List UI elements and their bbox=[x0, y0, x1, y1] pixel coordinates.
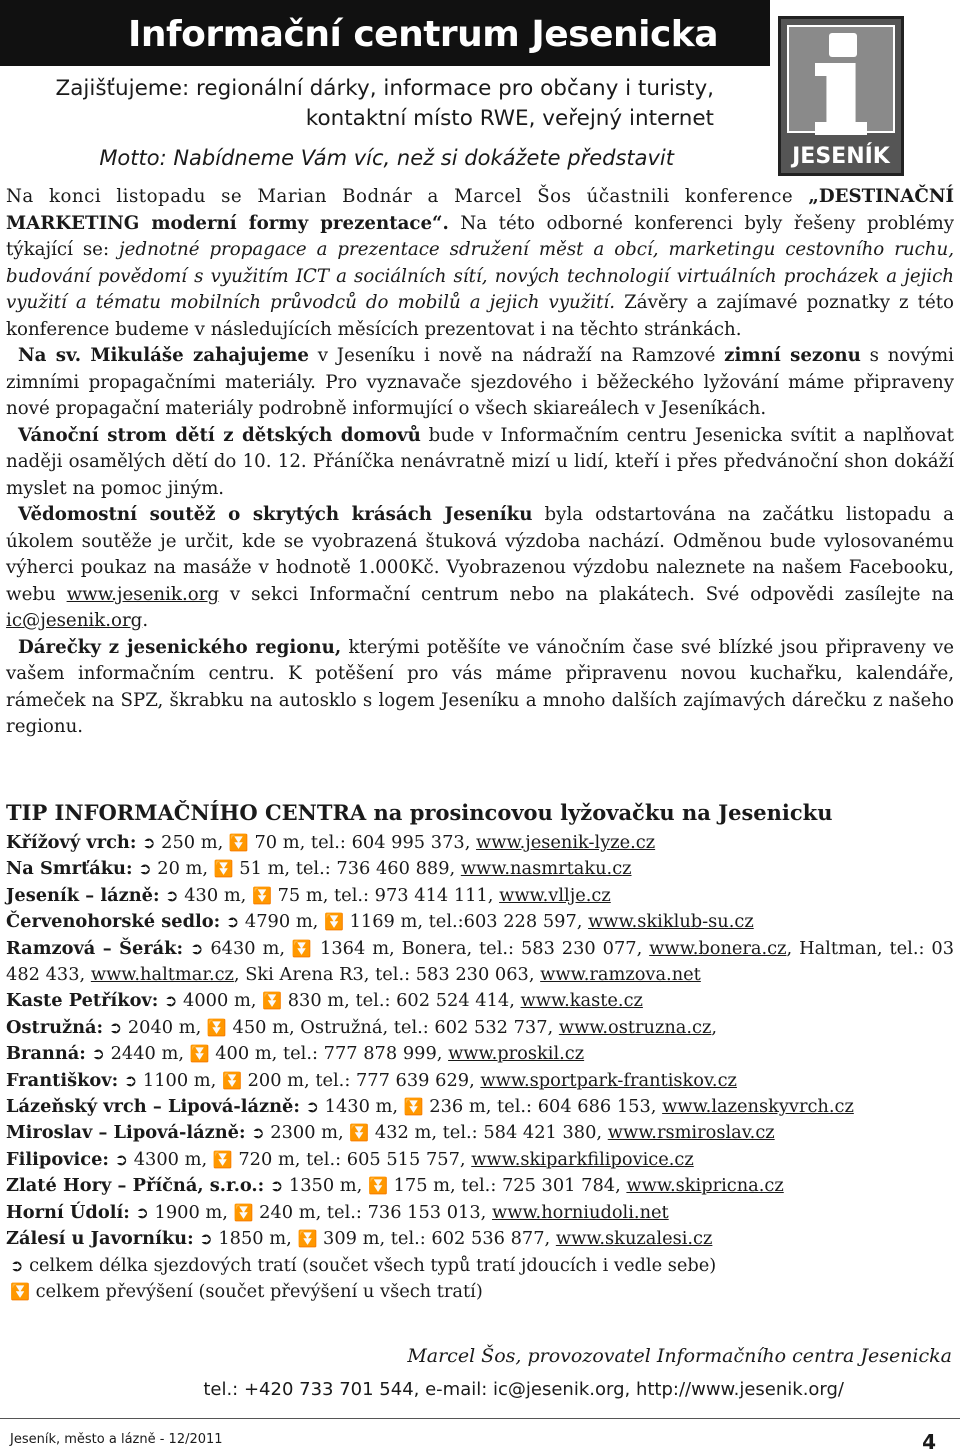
length-icon: ➲ bbox=[142, 833, 156, 852]
link-jesenik-web[interactable]: www.jesenik.org bbox=[66, 583, 220, 605]
logo-text: JESENÍK bbox=[792, 144, 890, 169]
elevation-icon: ⏬ bbox=[212, 1149, 233, 1169]
elevation-icon: ⏬ bbox=[213, 859, 234, 879]
subtitle-line-2: kontaktní místo RWE, veřejný internet bbox=[305, 106, 714, 131]
resort-item: Filipovice: ➲ 4300 m, ⏬ 720 m, tel.: 605 515 757, www.skiparkfilipovice.cz bbox=[6, 1148, 694, 1170]
length-icon: ➲ bbox=[199, 1229, 213, 1249]
page-number: 4 bbox=[922, 1430, 936, 1454]
resort-item: Červenohorské sedlo: ➲ 4790 m, ⏬ 1169 m, tel.:603 228 597, www.skiklub-su.cz bbox=[6, 911, 754, 933]
resort-link[interactable]: www.haltmar.cz bbox=[90, 964, 234, 986]
length-icon: ➲ bbox=[123, 1070, 138, 1090]
resort-link[interactable]: www.vllje.cz bbox=[499, 884, 611, 906]
resort-list bbox=[6, 830, 954, 1305]
resort-link[interactable]: www.ramzova.net bbox=[540, 964, 701, 986]
resort-link[interactable]: www.jesenik-lyze.cz bbox=[476, 832, 656, 853]
info-i-icon bbox=[787, 25, 895, 133]
resort-item: Miroslav – Lipová-lázně: ➲ 2300 m, ⏬ 432 m, tel.: 584 421 380, www.rsmiroslav.cz bbox=[6, 1122, 775, 1144]
length-icon: ➲ bbox=[305, 1097, 319, 1117]
resort-item: Jeseník – lázně: ➲ 430 m, ⏬ 75 m, tel.: 973 414 111, www.vllje.cz bbox=[6, 884, 611, 906]
length-icon: ➲ bbox=[135, 1202, 149, 1222]
elevation-icon: ⏬ bbox=[233, 1202, 254, 1222]
paragraph-gifts: Dárečky z jesenického regionu, kterými potěšíte ve vánočním čase své blízké jsou připraveny ve vašem informačním centru. K potěšení pro vás máme připravenu novou kuchařku, kalendáře, rámeček na SPZ, škrabku na autosklo s logem Jeseníku a mnoho dalších zajímavých dárečku z našeho regionu. bbox=[6, 636, 955, 737]
resort-link[interactable]: www.ostruzna.cz bbox=[558, 1016, 712, 1038]
resort-link[interactable]: www.skuzalesi.cz bbox=[555, 1228, 713, 1250]
length-icon: ➲ bbox=[10, 1255, 24, 1275]
resort-item: Ostružná: ➲ 2040 m, ⏬ 450 m, Ostružná, tel.: 602 532 737, www.ostruzna.cz, bbox=[6, 1016, 718, 1038]
elevation-icon: ⏬ bbox=[367, 1176, 388, 1196]
paragraph-conference: Na konci listopadu se Marian Bodnár a Marcel Šos účastnili konference „DESTINAČNÍ MARKETING moderní formy prezentace“. Na této odborné konferenci byly řešeny problémy týkající se: jednotné propagace a prezentace sdružení měst a obcí, marketingu cestovního ruchu, budování povědomí s využitím ICT a sociálních sítí, nových technologií virtuálních procházek a jejich využití a tématu mobilních průvodců do mobilů a jejich využití. Závěry a zajímavé poznatky z této konference budeme v následujících měsících prezentovat i na těchto stránkách. bbox=[6, 186, 955, 340]
jesenik-logo bbox=[778, 16, 904, 176]
subtitle-line-1: Zajišťujeme: regionální dárky, informace pro občany i turisty, bbox=[55, 76, 714, 101]
length-icon: ➲ bbox=[225, 912, 240, 932]
length-icon: ➲ bbox=[189, 938, 204, 958]
elevation-icon: ⏬ bbox=[206, 1017, 227, 1037]
length-icon: ➲ bbox=[269, 1176, 284, 1196]
article-body bbox=[6, 184, 954, 741]
legend-elevation: ⏬ celkem převýšení (součet převýšení u všech tratí) bbox=[10, 1280, 483, 1302]
resort-link[interactable]: www.rsmiroslav.cz bbox=[607, 1122, 775, 1144]
elevation-icon: ⏬ bbox=[324, 912, 344, 932]
length-icon: ➲ bbox=[91, 1044, 105, 1064]
elevation-icon: ⏬ bbox=[349, 1123, 370, 1143]
resort-link[interactable]: www.skiklub-su.cz bbox=[588, 911, 754, 933]
elevation-icon: ⏬ bbox=[189, 1044, 210, 1064]
length-icon: ➲ bbox=[138, 859, 152, 879]
resort-item: Křížový vrch: ➲ 250 m, ⏬ 70 m, tel.: 604 995 373, www.jesenik-lyze.cz bbox=[6, 832, 656, 853]
resort-link[interactable]: www.skipricna.cz bbox=[626, 1175, 784, 1197]
resort-item: Lázeňský vrch – Lipová-lázně: ➲ 1430 m, ⏬ 236 m, tel.: 604 686 153, www.lazenskyvrch.cz bbox=[6, 1096, 854, 1118]
elevation-icon: ⏬ bbox=[291, 938, 314, 958]
length-icon: ➲ bbox=[163, 991, 178, 1011]
resort-link[interactable]: www.proskil.cz bbox=[448, 1043, 585, 1065]
resort-link[interactable]: www.horniudoli.net bbox=[492, 1201, 669, 1223]
paragraph-christmas-tree: Vánoční strom dětí z dětských domovů bude v Informačním centru Jesenicka svítit a naplňovat naději osamělých dětí do 10. 12. Přáníčka nenávratně mizí u lidí, kteří i přes předvánoční shon dokáží myslet na pomoc jiným. bbox=[6, 424, 954, 499]
resort-link[interactable]: www.skiparkfilipovice.cz bbox=[471, 1148, 694, 1170]
motto: Motto: Nabídneme Vám víc, než si dokážete představit bbox=[99, 146, 674, 170]
length-icon: ➲ bbox=[251, 1123, 265, 1143]
length-icon: ➲ bbox=[108, 1017, 123, 1037]
footer-publication: Jeseník, město a lázně - 12/2011 bbox=[10, 1432, 223, 1447]
resort-item: Františkov: ➲ 1100 m, ⏬ 200 m, tel.: 777 639 629, www.sportpark-frantiskov.cz bbox=[6, 1069, 737, 1091]
tip-title: TIP INFORMAČNÍHO CENTRA na prosincovou lyžovačku na Jesenicku bbox=[6, 800, 833, 825]
header-bar bbox=[0, 0, 770, 66]
signature: Marcel Šos, provozovatel Informačního centra Jesenicka bbox=[407, 1345, 952, 1367]
page-title: Informační centrum Jesenicka bbox=[128, 14, 719, 55]
elevation-icon: ⏬ bbox=[228, 833, 249, 852]
resort-link[interactable]: www.kaste.cz bbox=[520, 990, 643, 1012]
resort-item: Ramzová – Šerák: ➲ 6430 m, ⏬ 1364 m, Bonera, tel.: 583 230 077, www.bonera.cz, Haltman, tel.: 03 482 433, www.haltmar.cz, Ski Arena R3, tel.: 583 230 063, www.ramzova.net bbox=[6, 937, 955, 986]
paragraph-season: Na sv. Mikuláše zahajujeme v Jeseníku i nově na nádraží na Ramzové zimní sezonu s novými zimními propagačními materiály. Pro vyznavače sjezdového i běžeckého lyžování máme připraveny nové propagační materiály podrobně informující o všech skiareálech v Jeseníkách. bbox=[6, 345, 954, 419]
resort-link[interactable]: www.nasmrtaku.cz bbox=[460, 858, 632, 880]
resort-item: Zálesí u Javorníku: ➲ 1850 m, ⏬ 309 m, tel.: 602 536 877, www.skuzalesi.cz bbox=[6, 1228, 713, 1250]
elevation-icon: ⏬ bbox=[10, 1281, 30, 1301]
elevation-icon: ⏬ bbox=[403, 1097, 424, 1117]
resort-link[interactable]: www.bonera.cz bbox=[649, 937, 787, 959]
resort-item: Zlaté Hory – Příčná, s.r.o.: ➲ 1350 m, ⏬ 175 m, tel.: 725 301 784, www.skipricna.cz bbox=[6, 1175, 784, 1197]
contact-line: tel.: +420 733 701 544, e-mail: ic@jesenik.org, http://www.jesenik.org/ bbox=[203, 1379, 844, 1400]
resort-link[interactable]: www.lazenskyvrch.cz bbox=[662, 1096, 854, 1118]
legend-length: ➲ celkem délka sjezdových tratí (součet všech typů tratí jdoucích i vedle sebe) bbox=[10, 1254, 717, 1276]
resort-item: Branná: ➲ 2440 m, ⏬ 400 m, tel.: 777 878 999, www.proskil.cz bbox=[6, 1043, 585, 1065]
resort-link[interactable]: www.sportpark-frantiskov.cz bbox=[480, 1069, 737, 1091]
elevation-icon: ⏬ bbox=[297, 1229, 318, 1249]
resort-item: Horní Údolí: ➲ 1900 m, ⏬ 240 m, tel.: 736 153 013, www.horniudoli.net bbox=[6, 1201, 669, 1223]
elevation-icon: ⏬ bbox=[262, 991, 283, 1011]
length-icon: ➲ bbox=[114, 1149, 129, 1169]
paragraph-quiz: Vědomostní soutěž o skrytých krásách Jeseníku byla odstartována na začátku listopadu a úkolem soutěže je určit, kde se vyobrazená štuková výzdoba nachází. Odměnou bude vylosovanému výherci poukaz na masáže v hodnotě 1.000Kč. Vyobrazenou výzdobu naleznete na našem Facebooku, webu www.jesenik.org v sekci Informační centrum nebo na plakátech. Své odpovědi zasílejte na ic@jesenik.org. bbox=[6, 504, 955, 631]
resort-item: Na Smrťáku: ➲ 20 m, ⏬ 51 m, tel.: 736 460 889, www.nasmrtaku.cz bbox=[6, 858, 632, 880]
link-ic-email[interactable]: ic@jesenik.org bbox=[6, 610, 143, 631]
elevation-icon: ⏬ bbox=[221, 1070, 242, 1090]
resort-item: Kaste Petříkov: ➲ 4000 m, ⏬ 830 m, tel.: 602 524 414, www.kaste.cz bbox=[6, 990, 643, 1012]
length-icon: ➲ bbox=[165, 885, 179, 905]
elevation-icon: ⏬ bbox=[252, 885, 272, 905]
footer-divider bbox=[0, 1418, 960, 1419]
